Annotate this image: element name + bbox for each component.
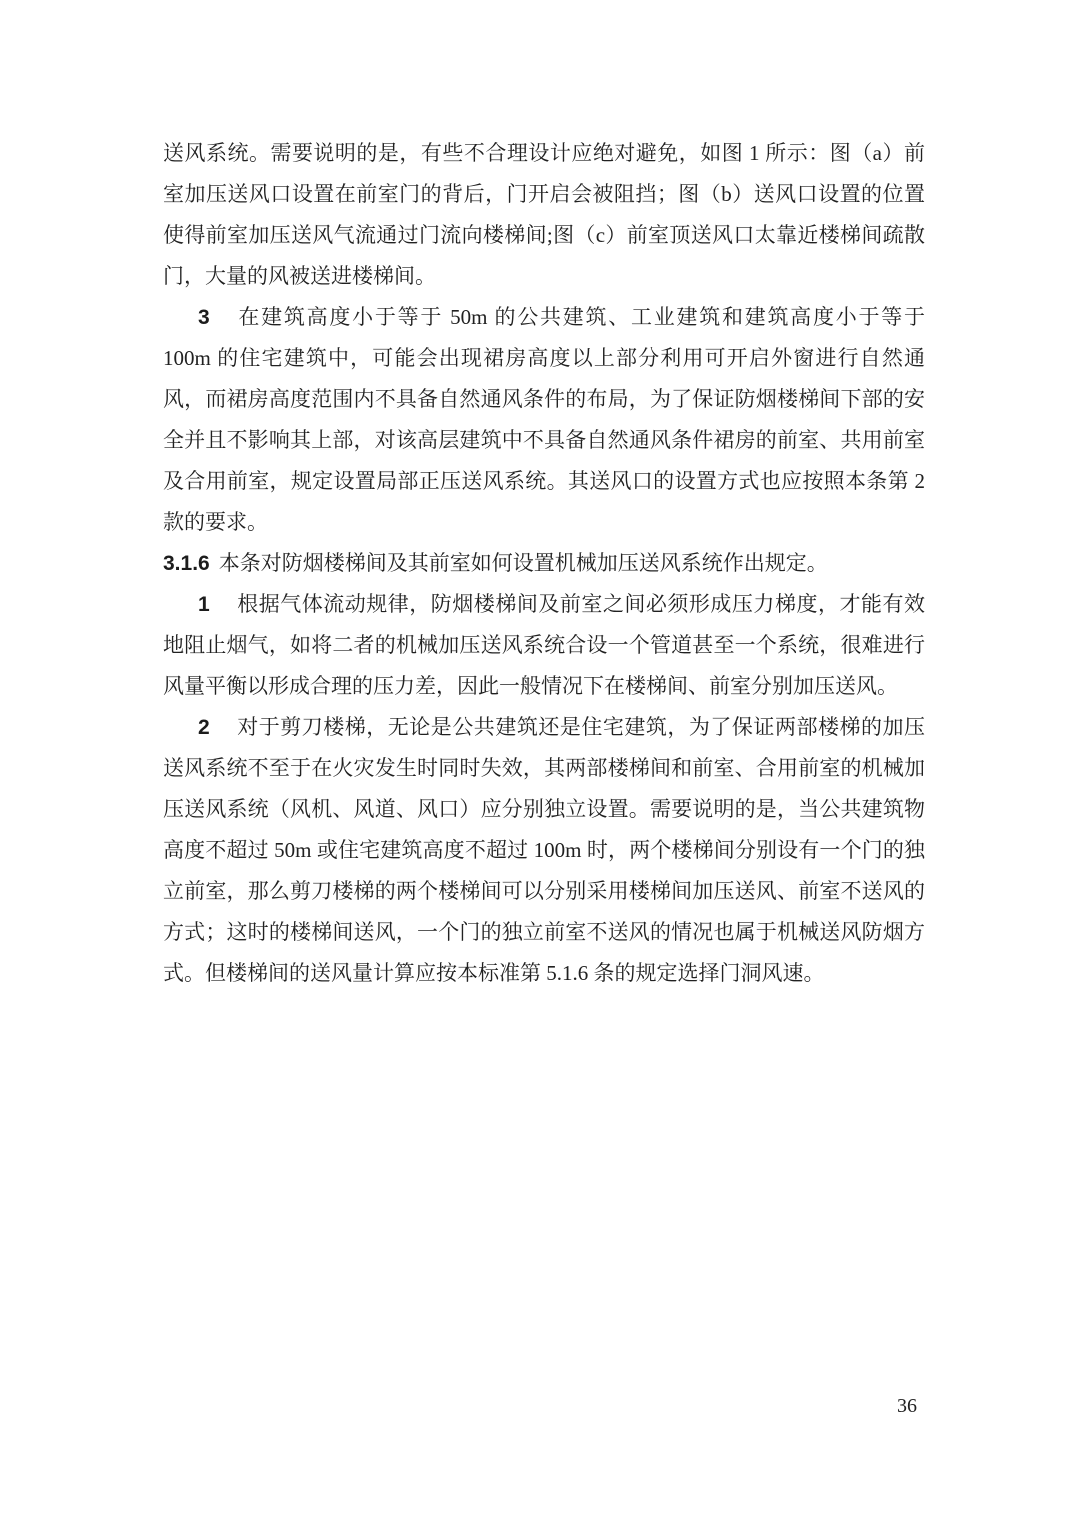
paragraph-text: 对于剪刀楼梯，无论是公共建筑还是住宅建筑，为了保证两部楼梯的加压送风系统不至于在火灾发生时同时失效，其两部楼梯间和前室、合用前室的机械加压送风系统（风机、风道、风口）应分别独立设置。需要说明的是，当公共建筑物高度不超过 50m 或住宅建筑高度不超过 100m 时，两个楼梯间分别设有一个门的独立前室，那么剪刀楼梯的两个楼梯间可以分别采用楼梯间加压送风、前室不送风的方式；这时的楼梯间送风，一个门的独立前室不送风的情况也属于机械送风防烟方式。但楼梯间的送风量计算应按本标准第 5.1.6 条的规定选择门洞风速。: [163, 715, 925, 985]
item-number: 3: [198, 306, 210, 329]
clause-text: 本条对防烟楼梯间及其前室如何设置机械加压送风系统作出规定。: [218, 551, 828, 575]
paragraph-item-1: [163, 584, 925, 707]
item-number: 1: [198, 593, 210, 616]
paragraph-text: 送风系统。需要说明的是，有些不合理设计应绝对避免，如图 1 所示：图（a）前室加压送风口设置在前室门的背后，门开启会被阻挡；图（b）送风口设置的位置使得前室加压送风气流通过门流向楼梯间;图（c）前室顶送风口太靠近楼梯间疏散门，大量的风被送进楼梯间。: [163, 141, 925, 288]
page-number: 36: [897, 1395, 917, 1417]
paragraph-item-3: [163, 297, 925, 543]
clause-heading-3-1-6: [163, 543, 925, 584]
paragraph-item-2: [163, 707, 925, 994]
clause-number: 3.1.6: [163, 552, 210, 575]
paragraph-text: 根据气体流动规律，防烟楼梯间及前室之间必须形成压力梯度，才能有效地阻止烟气，如将二者的机械加压送风系统合设一个管道甚至一个系统，很难进行风量平衡以形成合理的压力差，因此一般情况下在楼梯间、前室分别加压送风。: [163, 592, 925, 698]
item-number: 2: [198, 716, 210, 739]
paragraph-continuation: [163, 133, 925, 297]
page-content: [163, 133, 925, 994]
paragraph-text: 在建筑高度小于等于 50m 的公共建筑、工业建筑和建筑高度小于等于 100m 的住宅建筑中，可能会出现裙房高度以上部分利用可开启外窗进行自然通风，而裙房高度范围内不具备自然通风条件的布局，为了保证防烟楼梯间下部的安全并且不影响其上部，对该高层建筑中不具备自然通风条件裙房的前室、共用前室及合用前室，规定设置局部正压送风系统。其送风口的设置方式也应按照本条第 2 款的要求。: [163, 305, 925, 534]
